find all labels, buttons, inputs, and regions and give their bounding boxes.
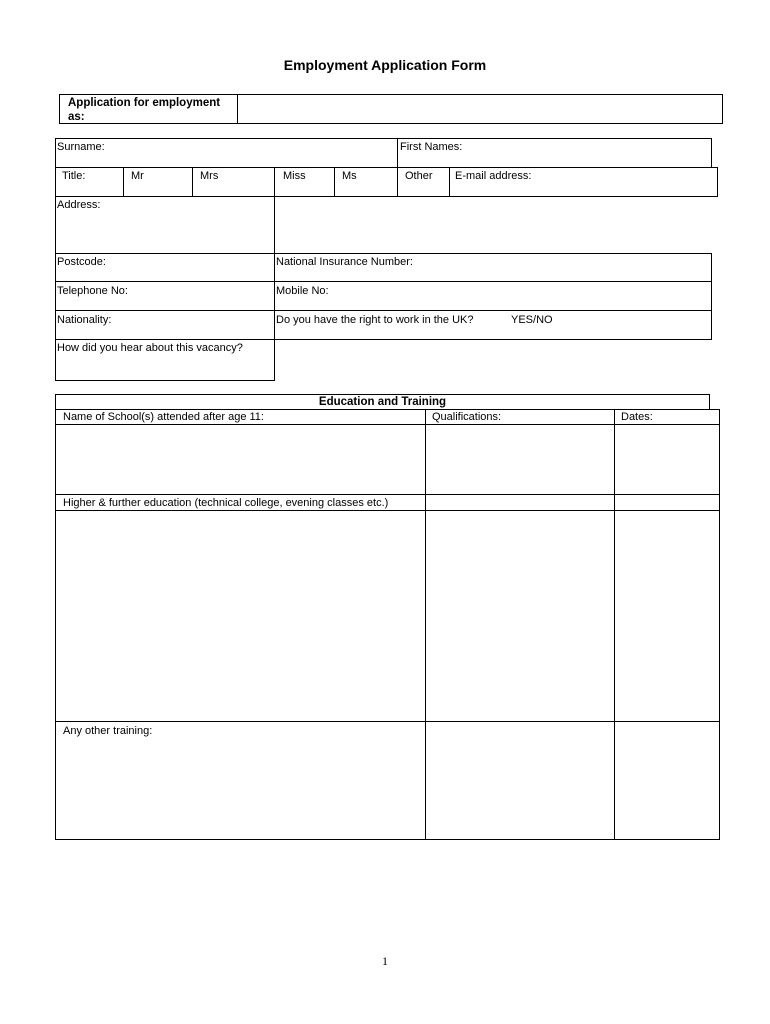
title-option-ms[interactable]: Ms bbox=[342, 170, 357, 182]
row-divider bbox=[55, 494, 720, 495]
postcode-field[interactable] bbox=[115, 255, 272, 280]
school-qualifications-field[interactable] bbox=[426, 425, 613, 494]
first-names-label: First Names: bbox=[400, 141, 463, 153]
other-training-label: Any other training: bbox=[63, 725, 153, 737]
surname-label: Surname: bbox=[57, 141, 105, 153]
divider bbox=[274, 253, 275, 282]
qualifications-header: Qualifications: bbox=[432, 411, 502, 423]
postcode-label: Postcode: bbox=[57, 256, 106, 268]
other-training-qualifications-field[interactable] bbox=[426, 722, 613, 839]
divider bbox=[123, 167, 124, 197]
telephone-field[interactable] bbox=[140, 283, 272, 309]
hear-about-field[interactable] bbox=[57, 357, 273, 379]
school-dates-field[interactable] bbox=[615, 425, 719, 494]
ni-number-label: National Insurance Number: bbox=[276, 256, 413, 268]
title-option-mrs[interactable]: Mrs bbox=[200, 170, 219, 182]
title-option-miss[interactable]: Miss bbox=[283, 170, 306, 182]
address-field[interactable] bbox=[57, 214, 273, 252]
education-heading: Education and Training bbox=[318, 396, 447, 408]
divider bbox=[274, 281, 275, 311]
divider bbox=[274, 310, 275, 340]
higher-education-field[interactable] bbox=[56, 511, 424, 721]
nationality-field[interactable] bbox=[120, 312, 272, 338]
divider bbox=[397, 167, 398, 197]
divider bbox=[397, 138, 398, 168]
telephone-label: Telephone No: bbox=[57, 285, 128, 297]
nationality-label: Nationality: bbox=[57, 314, 112, 326]
title-option-mr[interactable]: Mr bbox=[131, 170, 144, 182]
higher-education-dates-field[interactable] bbox=[615, 511, 719, 721]
position-divider bbox=[237, 94, 238, 124]
school-field[interactable] bbox=[56, 425, 424, 494]
mobile-field[interactable] bbox=[340, 283, 710, 309]
dates-header: Dates: bbox=[621, 411, 653, 423]
surname-field[interactable] bbox=[130, 140, 395, 166]
divider bbox=[449, 167, 450, 197]
address-label: Address: bbox=[57, 199, 101, 211]
divider bbox=[274, 167, 275, 197]
email-field[interactable] bbox=[540, 169, 716, 195]
position-input[interactable] bbox=[239, 96, 721, 122]
school-header: Name of School(s) attended after age 11: bbox=[63, 411, 264, 423]
ni-number-field[interactable] bbox=[430, 255, 710, 280]
divider bbox=[334, 167, 335, 197]
position-label: Application for employment as: bbox=[68, 97, 221, 123]
hear-about-label: How did you hear about this vacancy? bbox=[57, 342, 243, 354]
page-number: 1 bbox=[382, 954, 388, 968]
first-names-field[interactable] bbox=[470, 140, 710, 166]
mobile-label: Mobile No: bbox=[276, 285, 329, 297]
right-to-work-answer[interactable]: YES/NO bbox=[511, 314, 553, 326]
other-training-dates-field[interactable] bbox=[615, 722, 719, 839]
higher-education-qualifications-field[interactable] bbox=[426, 511, 613, 721]
higher-education-label: Higher & further education (technical college, evening classes etc.) bbox=[63, 497, 389, 509]
title-label: Title: bbox=[62, 170, 86, 182]
divider bbox=[192, 167, 193, 197]
title-option-other[interactable]: Other bbox=[405, 170, 433, 182]
right-to-work-label: Do you have the right to work in the UK? bbox=[276, 314, 474, 326]
page-title: Employment Application Form bbox=[283, 57, 487, 73]
other-training-field[interactable] bbox=[56, 740, 424, 839]
email-label: E-mail address: bbox=[455, 170, 532, 182]
